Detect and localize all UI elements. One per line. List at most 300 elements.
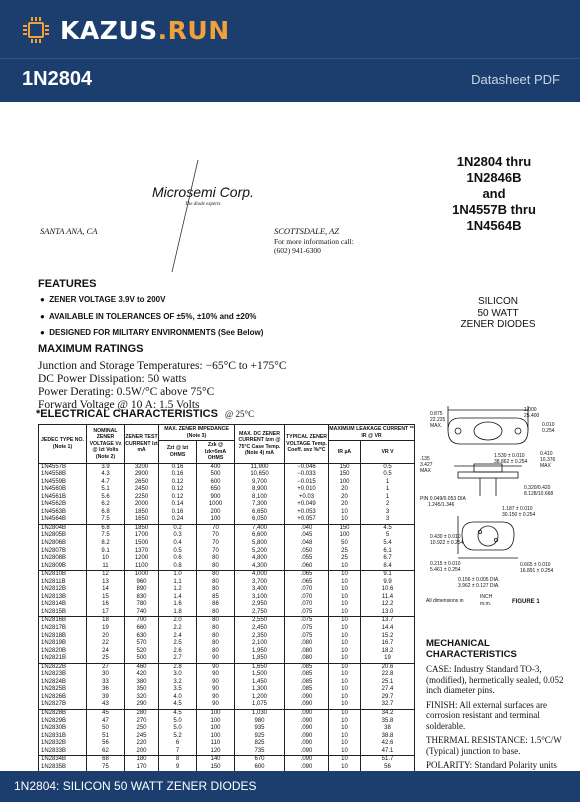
value-cell: 10 xyxy=(329,586,361,594)
mech-heading-line: MECHANICAL xyxy=(426,638,490,649)
value-cell: 10 xyxy=(329,648,361,656)
value-cell: 2 xyxy=(361,501,415,509)
value-cell: 250 xyxy=(125,725,159,733)
value-cell: 30 xyxy=(87,671,125,679)
datasheet-page xyxy=(0,102,580,771)
value-cell: 47 xyxy=(87,718,125,726)
value-cell: 2.2 xyxy=(159,625,197,633)
feature-text: AVAILABLE IN TOLERANCES OF ±5%, ±10% and ±20% xyxy=(48,312,257,321)
value-cell: 3.0 xyxy=(159,671,197,679)
value-cell: 5.0 xyxy=(159,718,197,726)
type-cell: 1N2811B xyxy=(39,579,87,587)
value-cell: 6.8 xyxy=(87,524,125,532)
doc-type-label: Datasheet PDF xyxy=(471,72,560,87)
value-cell: 2,750 xyxy=(235,609,285,617)
rating-line: Forward Voltage @ 10 A: 1.5 Volts xyxy=(38,399,200,411)
type-cell: 1N2815B xyxy=(39,609,87,617)
side-title xyxy=(436,296,560,331)
value-cell: 2,550 xyxy=(235,617,285,625)
type-cell: 1N4563B xyxy=(39,509,87,517)
type-cell: 1N2825B xyxy=(39,686,87,694)
value-cell: 11,900 xyxy=(235,463,285,471)
value-cell: 50 xyxy=(87,725,125,733)
value-cell: 8,100 xyxy=(235,494,285,502)
value-cell: 7 xyxy=(159,748,197,756)
value-cell: 150 xyxy=(329,524,361,532)
type-cell: 1N2834B xyxy=(39,756,87,764)
value-cell: .065 xyxy=(285,571,329,579)
value-cell: 42.6 xyxy=(361,740,415,748)
value-cell: 1.2 xyxy=(159,586,197,594)
mech-item xyxy=(426,700,566,732)
group-header: MAX. ZENER IMPEDANCE (Note 3) xyxy=(159,425,235,441)
value-cell: .080 xyxy=(285,640,329,648)
value-cell: 1.0 xyxy=(159,571,197,579)
value-cell: 10 xyxy=(329,594,361,602)
dim-label: INCH xyxy=(480,594,493,600)
feature-text: DESIGNED FOR MILITARY ENVIRONMENTS (See Below) xyxy=(49,328,264,337)
value-cell: 270 xyxy=(125,718,159,726)
value-cell: 0.2 xyxy=(159,524,197,532)
table-row xyxy=(39,725,415,733)
company-logo: Microsemi Corp. xyxy=(152,184,254,200)
value-cell: 1.1 xyxy=(159,579,197,587)
value-cell: .075 xyxy=(285,625,329,633)
dim-label: 3.962 ± 0.127 DIA. xyxy=(458,583,500,589)
col-header: ZENER TEST CURRENT Izt mA xyxy=(125,425,159,464)
title-line: 1N4557B thru xyxy=(452,202,536,217)
value-cell: +0.053 xyxy=(285,509,329,517)
value-cell: 2,450 xyxy=(235,625,285,633)
value-cell: 2000 xyxy=(125,501,159,509)
value-cell: 10 xyxy=(329,686,361,694)
company-tagline: The diode experts xyxy=(185,202,221,207)
value-cell: 6,050 xyxy=(235,516,285,524)
value-cell: 14 xyxy=(87,586,125,594)
value-cell: 45 xyxy=(87,710,125,718)
col-header: VR V xyxy=(361,441,415,464)
value-cell: 7.5 xyxy=(87,532,125,540)
table-row xyxy=(39,479,415,487)
value-cell: 29.7 xyxy=(361,694,415,702)
type-cell: 1N2814B xyxy=(39,601,87,609)
figure-caption: FIGURE 1 xyxy=(512,599,540,605)
value-cell: 630 xyxy=(125,633,159,641)
value-cell: 1,075 xyxy=(235,701,285,709)
value-cell: 6.2 xyxy=(87,501,125,509)
value-cell: 110 xyxy=(197,740,235,748)
dim-label: 3.427 xyxy=(420,462,433,468)
value-cell: 10 xyxy=(329,509,361,517)
type-cell: 1N2832B xyxy=(39,740,87,748)
value-cell: 120 xyxy=(197,748,235,756)
type-cell: 1N2808B xyxy=(39,555,87,563)
value-cell: 2,100 xyxy=(235,640,285,648)
dim-label: 0.320/0.420 xyxy=(524,485,551,491)
value-cell: 2900 xyxy=(125,471,159,479)
table-row xyxy=(39,540,415,548)
value-cell: 2.5 xyxy=(159,640,197,648)
dim-label: 0.156 ± 0.005 DIA. xyxy=(458,577,500,583)
value-cell: 890 xyxy=(125,586,159,594)
value-cell: 7,300 xyxy=(235,501,285,509)
value-cell: 735 xyxy=(235,748,285,756)
value-cell: 10 xyxy=(329,609,361,617)
site-logo[interactable] xyxy=(22,14,230,46)
value-cell: 25 xyxy=(329,555,361,563)
value-cell: .050 xyxy=(285,548,329,556)
value-cell: 90 xyxy=(197,686,235,694)
value-cell: 1650 xyxy=(125,516,159,524)
value-cell: 320 xyxy=(125,694,159,702)
dim-label: All dimensions in xyxy=(426,598,464,604)
type-cell: 1N2816B xyxy=(39,617,87,625)
value-cell: 0.12 xyxy=(159,486,197,494)
value-cell: 3,400 xyxy=(235,586,285,594)
value-cell: 10 xyxy=(87,555,125,563)
value-cell: .090 xyxy=(285,725,329,733)
table-row xyxy=(39,671,415,679)
table-body xyxy=(39,463,415,772)
value-cell: 460 xyxy=(125,663,159,671)
table-row xyxy=(39,524,415,532)
max-ratings-list xyxy=(38,360,287,412)
value-cell: 3.9 xyxy=(87,463,125,471)
table-row xyxy=(39,579,415,587)
table-row xyxy=(39,701,415,709)
value-cell: 1850 xyxy=(125,524,159,532)
value-cell: 1.4 xyxy=(159,594,197,602)
table-row xyxy=(39,471,415,479)
value-cell: 10 xyxy=(329,655,361,663)
table-row xyxy=(39,494,415,502)
value-cell: 1,500 xyxy=(235,671,285,679)
value-cell: 670 xyxy=(235,756,285,764)
dim-label: 5.461 ± 0.254 xyxy=(430,567,461,573)
mech-heading-line: CHARACTERISTICS xyxy=(426,649,517,660)
value-cell: 75 xyxy=(87,764,125,772)
value-cell: 11 xyxy=(87,563,125,571)
value-cell: 925 xyxy=(235,733,285,741)
value-cell: 8,900 xyxy=(235,486,285,494)
rating-line: Junction and Storage Temperatures: −65°C to +175°C xyxy=(38,360,287,372)
value-cell: 80 xyxy=(197,640,235,648)
value-cell: 10 xyxy=(329,633,361,641)
dim-label: 22.225 xyxy=(430,417,446,423)
value-cell: 10 xyxy=(329,701,361,709)
table-row xyxy=(39,555,415,563)
table-row xyxy=(39,563,415,571)
value-cell: 500 xyxy=(197,471,235,479)
value-cell: 1850 xyxy=(125,509,159,517)
value-cell: 935 xyxy=(235,725,285,733)
value-cell: 1700 xyxy=(125,532,159,540)
value-cell: 3 xyxy=(361,509,415,517)
value-cell: 3200 xyxy=(125,463,159,471)
mech-text: 1.5°C/W (Typical) junction to base. xyxy=(426,735,562,756)
value-cell: 4.5 xyxy=(159,710,197,718)
value-cell: 9.9 xyxy=(361,579,415,587)
value-cell: 3.5 xyxy=(159,686,197,694)
value-cell: 700 xyxy=(125,617,159,625)
value-cell: .090 xyxy=(285,748,329,756)
value-cell: 10 xyxy=(329,740,361,748)
feature-item: ● ZENER VOLTAGE 3.9V to 200V xyxy=(40,295,166,304)
table-row xyxy=(39,509,415,517)
ec-heading-text: *ELECTRICAL CHARACTERISTICS xyxy=(36,408,218,420)
value-cell: 2250 xyxy=(125,494,159,502)
value-cell: 980 xyxy=(235,718,285,726)
value-cell: +0.049 xyxy=(285,501,329,509)
mech-list xyxy=(426,664,566,781)
value-cell: 16 xyxy=(87,601,125,609)
value-cell: 4.5 xyxy=(361,524,415,532)
value-cell: 10 xyxy=(329,756,361,764)
city-right: SCOTTSDALE, AZ xyxy=(274,226,340,236)
value-cell: 6 xyxy=(159,740,197,748)
table-row xyxy=(39,548,415,556)
value-cell: 1.6 xyxy=(159,601,197,609)
type-cell: 1N2828B xyxy=(39,710,87,718)
value-cell: 0.5 xyxy=(361,471,415,479)
type-cell: 1N2821B xyxy=(39,655,87,663)
value-cell: 8.2 xyxy=(87,540,125,548)
value-cell: .090 xyxy=(285,694,329,702)
value-cell: 200 xyxy=(125,748,159,756)
value-cell: 5.2 xyxy=(159,733,197,741)
value-cell: 1.8 xyxy=(159,609,197,617)
mech-item xyxy=(426,664,566,696)
value-cell: 17 xyxy=(87,609,125,617)
value-cell: 10 xyxy=(329,663,361,671)
value-cell: 36 xyxy=(87,686,125,694)
value-cell: 0.14 xyxy=(159,501,197,509)
value-cell: 80 xyxy=(197,648,235,656)
value-cell: .090 xyxy=(285,718,329,726)
value-cell: 10 xyxy=(329,671,361,679)
value-cell: 6,650 xyxy=(235,509,285,517)
value-cell: .075 xyxy=(285,617,329,625)
table-row xyxy=(39,486,415,494)
value-cell: 10 xyxy=(329,571,361,579)
table-row xyxy=(39,463,415,471)
value-cell: 245 xyxy=(125,733,159,741)
value-cell: 6.1 xyxy=(361,548,415,556)
value-cell: 100 xyxy=(197,710,235,718)
value-cell: 4.7 xyxy=(87,479,125,487)
value-cell: 43 xyxy=(87,701,125,709)
type-cell: 1N2819B xyxy=(39,640,87,648)
table-row xyxy=(39,601,415,609)
value-cell: 6.7 xyxy=(361,555,415,563)
table-row xyxy=(39,571,415,579)
value-cell: 10 xyxy=(329,617,361,625)
value-cell: 15.2 xyxy=(361,633,415,641)
value-cell: 25 xyxy=(329,548,361,556)
value-cell: 80 xyxy=(197,579,235,587)
value-cell: .065 xyxy=(285,579,329,587)
mech-item xyxy=(426,735,566,756)
value-cell: 47.1 xyxy=(361,748,415,756)
dim-label: 1.530 ± 0.010 xyxy=(494,453,525,459)
feature-text: ZENER VOLTAGE 3.9V to 200V xyxy=(49,295,166,304)
value-cell: 2,350 xyxy=(235,633,285,641)
value-cell: 100 xyxy=(197,733,235,741)
table-row xyxy=(39,718,415,726)
type-cell: 1N2806B xyxy=(39,540,87,548)
value-cell: 13.0 xyxy=(361,609,415,617)
value-cell: 10 xyxy=(329,679,361,687)
value-cell: 3 xyxy=(361,516,415,524)
value-cell: 2650 xyxy=(125,479,159,487)
mech-label: THERMAL RESISTANCE: xyxy=(426,735,528,745)
value-cell: 80 xyxy=(197,563,235,571)
value-cell: 2.4 xyxy=(159,633,197,641)
value-cell: 0.12 xyxy=(159,479,197,487)
value-cell: 380 xyxy=(125,679,159,687)
page-title: 1N2804 xyxy=(22,68,93,90)
value-cell: 1,200 xyxy=(235,694,285,702)
value-cell: 90 xyxy=(197,655,235,663)
value-cell: .090 xyxy=(285,733,329,741)
chip-icon xyxy=(22,16,50,44)
dim-label: 10.922 ± 0.254 xyxy=(430,540,464,546)
value-cell: 10 xyxy=(329,563,361,571)
rating-line: DC Power Dissipation: 50 watts xyxy=(38,373,187,385)
value-cell: 0.16 xyxy=(159,471,197,479)
value-cell: 32.7 xyxy=(361,701,415,709)
value-cell: 7.5 xyxy=(87,516,125,524)
col-header: MAX. DC ZENER CURRENT Izm @ 75°C Case Temp. (Note 4) mA xyxy=(235,425,285,464)
table-row xyxy=(39,694,415,702)
value-cell: 3.2 xyxy=(159,679,197,687)
value-cell: 2.6 xyxy=(159,648,197,656)
value-cell: 420 xyxy=(125,671,159,679)
value-cell: 13.7 xyxy=(361,617,415,625)
value-cell: 0.6 xyxy=(159,555,197,563)
value-cell: .090 xyxy=(285,701,329,709)
type-cell: 1N2805B xyxy=(39,532,87,540)
value-cell: .090 xyxy=(285,740,329,748)
package-outline-drawing xyxy=(418,398,568,610)
value-cell: 18.2 xyxy=(361,648,415,656)
table-row xyxy=(39,655,415,663)
value-cell: .060 xyxy=(285,563,329,571)
value-cell: 6.8 xyxy=(87,509,125,517)
col-header: IR µA xyxy=(329,441,361,464)
table-row xyxy=(39,740,415,748)
type-cell: 1N2827B xyxy=(39,701,87,709)
table-row xyxy=(39,710,415,718)
table-row xyxy=(39,756,415,764)
value-cell: 18 xyxy=(87,617,125,625)
table-row xyxy=(39,609,415,617)
value-cell: 22.8 xyxy=(361,671,415,679)
value-cell: 62 xyxy=(87,748,125,756)
value-cell: 70 xyxy=(197,540,235,548)
title-line: 1N2804 thru xyxy=(456,154,532,169)
value-cell: 0.3 xyxy=(159,532,197,540)
dim-label: 1.187 ± 0.010 xyxy=(502,506,533,512)
col-header: NOMINAL ZENER VOLTAGE Vz @ Izt Volts (Note 2) xyxy=(87,425,125,464)
value-cell: 180 xyxy=(125,756,159,764)
value-cell: 56 xyxy=(87,740,125,748)
value-cell: 9,700 xyxy=(235,479,285,487)
value-cell: 9 xyxy=(159,764,197,772)
value-cell: 1,950 xyxy=(235,648,285,656)
value-cell: 1 xyxy=(361,479,415,487)
type-cell: 1N2823B xyxy=(39,671,87,679)
value-cell: −0.033 xyxy=(285,471,329,479)
value-cell: 70 xyxy=(197,524,235,532)
value-cell: 0.24 xyxy=(159,516,197,524)
type-cell: 1N2817B xyxy=(39,625,87,633)
value-cell: 1200 xyxy=(125,555,159,563)
value-cell: 20 xyxy=(329,501,361,509)
value-cell: 1500 xyxy=(125,540,159,548)
electrical-characteristics-table xyxy=(38,424,415,772)
dim-label: 0.010 xyxy=(542,422,555,428)
value-cell: −0.046 xyxy=(285,463,329,471)
value-cell: 220 xyxy=(125,740,159,748)
value-cell: 51.7 xyxy=(361,756,415,764)
value-cell: 10 xyxy=(329,733,361,741)
ec-temp: @ 25°C xyxy=(224,409,255,419)
value-cell: 5.1 xyxy=(87,486,125,494)
dim-label: 1.245/1.346 xyxy=(428,502,455,508)
type-cell: 1N2818B xyxy=(39,633,87,641)
value-cell: 4,000 xyxy=(235,571,285,579)
value-cell: 2.7 xyxy=(159,655,197,663)
value-cell: 960 xyxy=(125,579,159,587)
dim-label: 1.000 xyxy=(524,407,537,413)
value-cell: 7,400 xyxy=(235,524,285,532)
type-cell: 1N2826B xyxy=(39,694,87,702)
value-cell: 11.4 xyxy=(361,594,415,602)
value-cell: 10 xyxy=(329,694,361,702)
value-cell: 1 xyxy=(361,494,415,502)
value-cell: 10 xyxy=(329,579,361,587)
value-cell: 520 xyxy=(125,648,159,656)
value-cell: 740 xyxy=(125,609,159,617)
value-cell: 20.6 xyxy=(361,663,415,671)
value-cell: .045 xyxy=(285,532,329,540)
value-cell: 16.7 xyxy=(361,640,415,648)
value-cell: .070 xyxy=(285,586,329,594)
table-row xyxy=(39,625,415,633)
value-cell: 0.5 xyxy=(361,463,415,471)
value-cell: +0.010 xyxy=(285,486,329,494)
value-cell: 350 xyxy=(125,686,159,694)
value-cell: 80 xyxy=(197,586,235,594)
value-cell: 1370 xyxy=(125,548,159,556)
value-cell: 34.2 xyxy=(361,710,415,718)
value-cell: 10 xyxy=(329,748,361,756)
feature-item: ● AVAILABLE IN TOLERANCES OF ±5%, ±10% and ±20% xyxy=(40,312,257,321)
mech-heading xyxy=(426,638,517,660)
value-cell: 0.5 xyxy=(159,548,197,556)
features-heading: FEATURES xyxy=(38,278,97,290)
value-cell: 830 xyxy=(125,594,159,602)
value-cell: 280 xyxy=(125,710,159,718)
type-cell: 1N2830B xyxy=(39,725,87,733)
value-cell: 25.1 xyxy=(361,679,415,687)
value-cell: .040 xyxy=(285,524,329,532)
value-cell: 90 xyxy=(197,694,235,702)
value-cell: 100 xyxy=(329,479,361,487)
value-cell: 1,650 xyxy=(235,663,285,671)
value-cell: 4.3 xyxy=(87,471,125,479)
